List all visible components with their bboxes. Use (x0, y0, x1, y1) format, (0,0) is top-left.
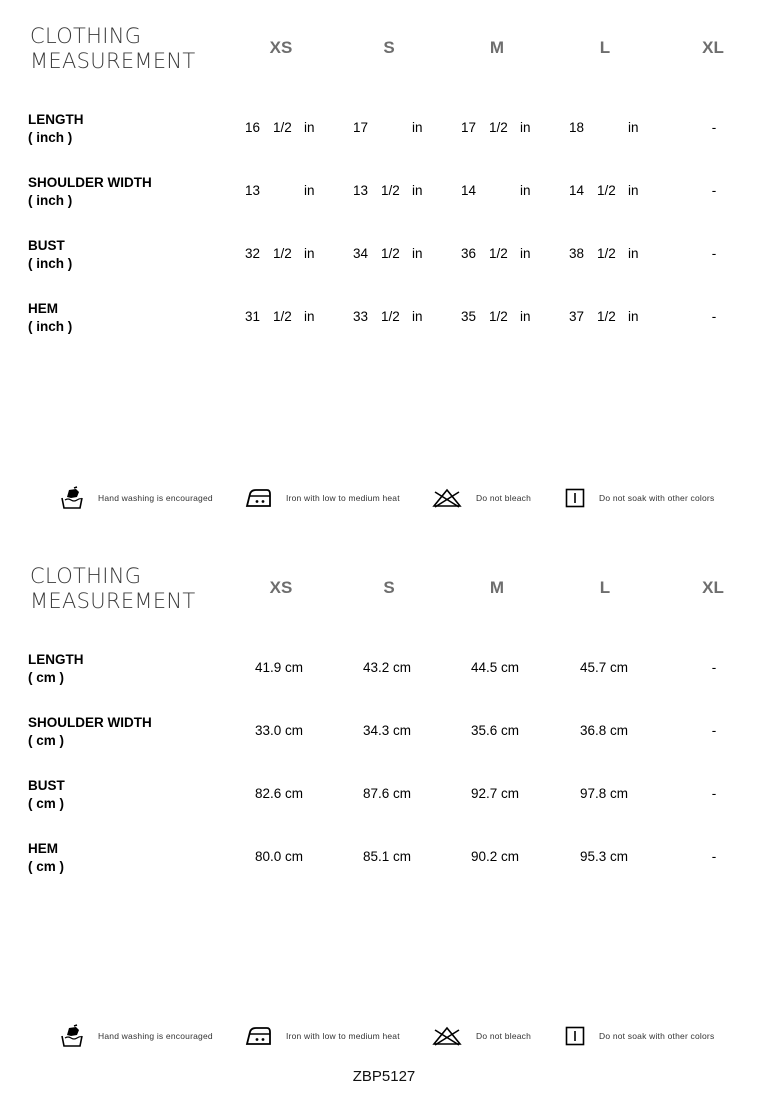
no-bleach-icon (432, 488, 462, 508)
fraction-value: 1/2 (273, 246, 292, 261)
care-text: Hand washing is encouraged (98, 493, 213, 503)
unit-value: in (412, 246, 423, 261)
unit-value: in (520, 246, 531, 261)
care-text: Iron with low to medium heat (286, 493, 400, 503)
unit-value: in (412, 183, 423, 198)
row-label (28, 777, 65, 813)
unit-value: in (304, 183, 315, 198)
care-item (60, 1023, 213, 1049)
section-title: CLOTHING MEASUREMENT (30, 24, 196, 73)
care-item (432, 1023, 531, 1049)
unit-value: in (412, 120, 423, 135)
care-text: Do not bleach (476, 1031, 532, 1041)
care-item (60, 485, 213, 511)
measurement-cell: 34.3 cm (362, 723, 412, 738)
no-soak-icon (565, 488, 585, 508)
measurement-cell: 82.6 cm (254, 786, 304, 801)
fraction-value: 1/2 (597, 183, 616, 198)
product-code: ZBP5127 (352, 1068, 416, 1085)
fraction-value: 1/2 (273, 309, 292, 324)
whole-value: 14 (569, 183, 585, 198)
fraction-value: 1/2 (489, 246, 508, 261)
row-label (28, 237, 72, 273)
unit-value: in (304, 309, 315, 324)
unit-value: in (628, 246, 639, 261)
xl-value: - (711, 660, 717, 675)
size-header-xl: XL (702, 38, 724, 57)
hand-wash-icon (60, 486, 84, 510)
measurement-cell: 80.0 cm (254, 849, 304, 864)
size-header-m: M (489, 578, 505, 597)
unit-value: in (628, 120, 639, 135)
whole-value: 31 (245, 309, 261, 324)
measurement-cell: 41.9 cm (254, 660, 304, 675)
row-name: BUST (28, 238, 65, 253)
xl-value: - (711, 786, 717, 801)
measurement-cell: 36.8 cm (579, 723, 629, 738)
size-header-s: S (383, 578, 395, 597)
xl-value: - (711, 849, 717, 864)
size-header-xl: XL (702, 578, 724, 597)
care-text: Hand washing is encouraged (98, 1031, 213, 1041)
unit-value: in (520, 309, 531, 324)
whole-value: 18 (569, 120, 585, 135)
whole-value: 17 (461, 120, 477, 135)
row-name: LENGTH (28, 652, 84, 667)
fraction-value: 1/2 (597, 309, 616, 324)
whole-value: 37 (569, 309, 585, 324)
xl-value: - (711, 723, 717, 738)
fraction-value: 1/2 (597, 246, 616, 261)
size-header-xs: XS (269, 578, 293, 597)
measurement-cell: 35.6 cm (470, 723, 520, 738)
row-unit: ( inch ) (28, 319, 73, 334)
whole-value: 33 (353, 309, 369, 324)
row-name: LENGTH (28, 112, 84, 127)
unit-value: in (628, 183, 639, 198)
fraction-value: 1/2 (273, 120, 292, 135)
care-item (244, 485, 400, 511)
whole-value: 32 (245, 246, 261, 261)
measurement-cell: 90.2 cm (470, 849, 520, 864)
care-instructions (0, 1023, 768, 1049)
measurement-cell: 95.3 cm (579, 849, 629, 864)
row-name: SHOULDER WIDTH (28, 715, 152, 730)
row-name: BUST (28, 778, 65, 793)
whole-value: 14 (461, 183, 477, 198)
unit-value: in (412, 309, 423, 324)
whole-value: 38 (569, 246, 585, 261)
row-label (28, 174, 152, 210)
size-header-xs: XS (269, 38, 293, 57)
iron-low-heat-icon (244, 1026, 272, 1046)
row-label (28, 714, 152, 750)
size-header-l: L (599, 578, 611, 597)
care-item (432, 485, 531, 511)
whole-value: 36 (461, 246, 477, 261)
row-unit: ( inch ) (28, 193, 73, 208)
row-label (28, 300, 72, 336)
size-header-s: S (383, 38, 395, 57)
care-item (244, 1023, 400, 1049)
row-name: HEM (28, 841, 58, 856)
measurement-cell: 87.6 cm (362, 786, 412, 801)
size-header-l: L (599, 38, 611, 57)
xl-value: - (711, 183, 717, 198)
fraction-value: 1/2 (489, 309, 508, 324)
row-label (28, 111, 84, 147)
whole-value: 35 (461, 309, 477, 324)
whole-value: 17 (353, 120, 369, 135)
unit-value: in (628, 309, 639, 324)
unit-value: in (520, 120, 531, 135)
measurement-cell: 92.7 cm (470, 786, 520, 801)
care-text: Do not soak with other colors (599, 493, 715, 503)
whole-value: 13 (245, 183, 261, 198)
unit-value: in (304, 246, 315, 261)
row-label (28, 840, 64, 876)
measurement-cell: 44.5 cm (470, 660, 520, 675)
row-unit: ( cm ) (28, 859, 65, 874)
measurement-cell: 45.7 cm (579, 660, 629, 675)
xl-value: - (711, 120, 717, 135)
care-text: Do not soak with other colors (599, 1031, 715, 1041)
fraction-value: 1/2 (489, 120, 508, 135)
row-label (28, 651, 84, 687)
no-bleach-icon (432, 1026, 462, 1046)
unit-value: in (304, 120, 315, 135)
fraction-value: 1/2 (381, 183, 400, 198)
care-item (565, 1023, 714, 1049)
measurement-cell: 33.0 cm (254, 723, 304, 738)
row-name: SHOULDER WIDTH (28, 175, 152, 190)
fraction-value: 1/2 (381, 246, 400, 261)
care-instructions (0, 485, 768, 511)
xl-value: - (711, 309, 717, 324)
whole-value: 13 (353, 183, 369, 198)
xl-value: - (711, 246, 717, 261)
whole-value: 16 (245, 120, 261, 135)
care-text: Iron with low to medium heat (286, 1031, 400, 1041)
row-unit: ( inch ) (28, 256, 73, 271)
row-unit: ( inch ) (28, 130, 73, 145)
unit-value: in (520, 183, 531, 198)
iron-low-heat-icon (244, 488, 272, 508)
row-unit: ( cm ) (28, 670, 65, 685)
measurement-cell: 43.2 cm (362, 660, 412, 675)
row-unit: ( cm ) (28, 796, 65, 811)
no-soak-icon (565, 1026, 585, 1046)
whole-value: 34 (353, 246, 369, 261)
care-text: Do not bleach (476, 493, 532, 503)
care-item (565, 485, 714, 511)
size-header-m: M (489, 38, 505, 57)
measurement-cell: 97.8 cm (579, 786, 629, 801)
row-unit: ( cm ) (28, 733, 65, 748)
fraction-value: 1/2 (381, 309, 400, 324)
section-title: CLOTHING MEASUREMENT (30, 564, 196, 613)
row-name: HEM (28, 301, 58, 316)
measurement-cell: 85.1 cm (362, 849, 412, 864)
hand-wash-icon (60, 1024, 84, 1048)
